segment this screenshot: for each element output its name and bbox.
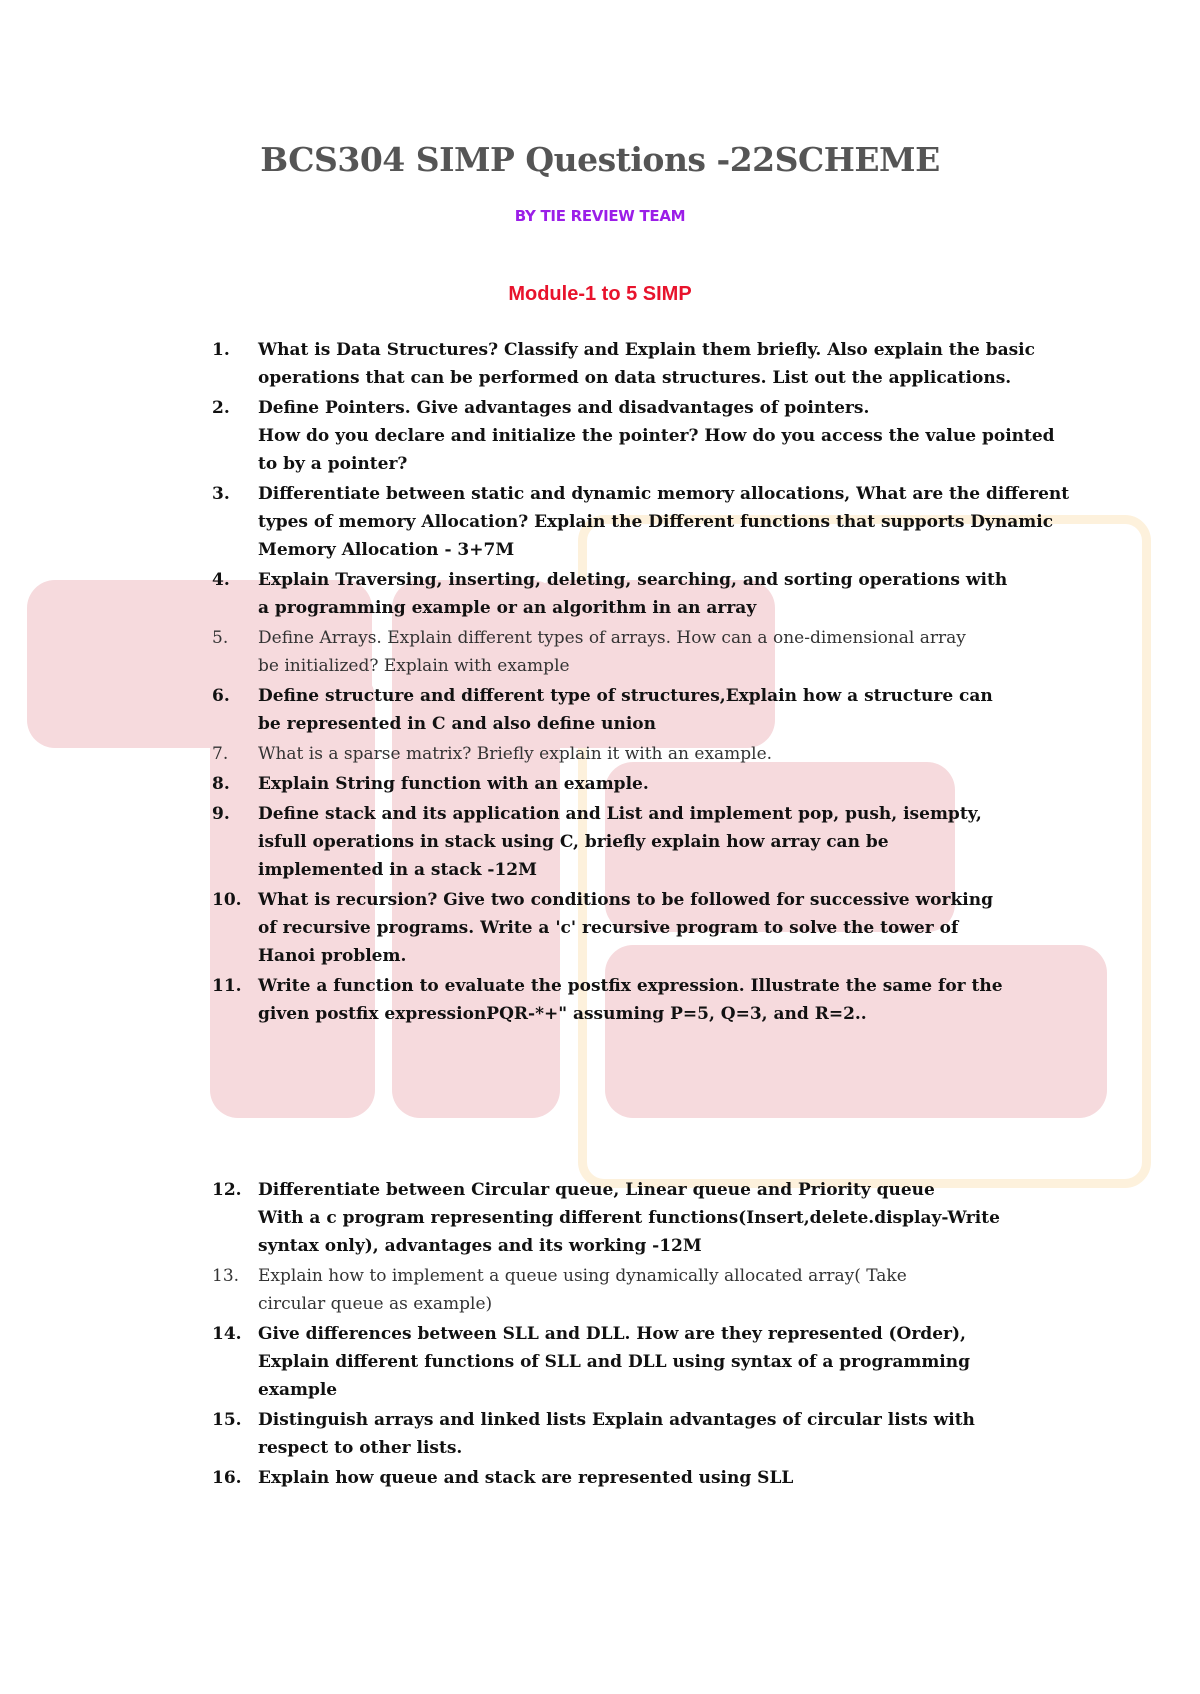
question-text-line: Give differences between SLL and DLL. How are they represented (Order), (258, 1324, 966, 1344)
question-item (0, 394, 1200, 478)
question-number: 13. (212, 1266, 240, 1286)
question-text-line: respect to other lists. (258, 1438, 463, 1458)
document-subtitle: BY TIE REVIEW TEAM (514, 207, 686, 225)
module-heading: Module-1 to 5 SIMP (508, 283, 692, 305)
question-text-line: to by a pointer? (258, 454, 408, 474)
question-list-part-2 (0, 1176, 1200, 1494)
question-item (0, 740, 1200, 768)
question-text-line: What is Data Structures? Classify and Explain them briefly. Also explain the basic (258, 340, 1035, 360)
question-text (258, 886, 1080, 970)
question-text (258, 1262, 1080, 1318)
question-text-line: What is recursion? Give two conditions to be followed for successive working (258, 890, 993, 910)
document-title: BCS304 SIMP Questions -22SCHEME (260, 140, 940, 179)
question-text (258, 1176, 1080, 1260)
question-item (0, 1406, 1200, 1462)
question-item (0, 480, 1200, 564)
question-item (0, 886, 1200, 970)
question-item (0, 1320, 1200, 1404)
question-text-line: a programming example or an algorithm in an array (258, 598, 757, 618)
question-text-line: Distinguish arrays and linked lists Explain advantages of circular lists with (258, 1410, 975, 1430)
question-text-line: Hanoi problem. (258, 946, 407, 966)
question-text-line: circular queue as example) (258, 1294, 493, 1314)
question-text (258, 566, 1080, 622)
question-number: 10. (212, 890, 242, 910)
question-item (0, 566, 1200, 622)
question-number: 15. (212, 1410, 242, 1430)
question-item (0, 1176, 1200, 1260)
question-text-line: operations that can be performed on data structures. List out the applications. (258, 368, 1012, 388)
question-text (258, 682, 1080, 738)
question-number: 5. (212, 628, 229, 648)
question-text (258, 624, 1080, 680)
question-number: 12. (212, 1180, 242, 1200)
question-text (258, 336, 1080, 392)
question-number: 6. (212, 686, 230, 706)
question-text-line: syntax only), advantages and its working -12M (258, 1236, 702, 1256)
question-text-line: Explain String function with an example. (258, 774, 649, 794)
question-text-line: Define stack and its application and List and implement pop, push, isempty, (258, 804, 982, 824)
question-text-line: isfull operations in stack using C, briefly explain how array can be (258, 832, 889, 852)
question-number: 16. (212, 1468, 242, 1488)
question-text-line: Define Pointers. Give advantages and disadvantages of pointers. (258, 398, 870, 418)
question-text (258, 1320, 1080, 1404)
question-text-line: What is a sparse matrix? Briefly explain it with an example. (258, 744, 773, 764)
question-number: 1. (212, 340, 230, 360)
question-text (258, 480, 1080, 564)
question-item (0, 1464, 1200, 1492)
question-number: 8. (212, 774, 230, 794)
question-item (0, 972, 1200, 1028)
question-text (258, 770, 1080, 798)
question-text-line: types of memory Allocation? Explain the Different functions that supports Dynamic (258, 512, 1054, 532)
question-text-line: example (258, 1380, 338, 1400)
question-text-line: Explain how queue and stack are represented using SLL (258, 1468, 794, 1488)
question-text-line: Explain Traversing, inserting, deleting, searching, and sorting operations with (258, 570, 1008, 590)
question-text-line: Explain different functions of SLL and DLL using syntax of a programming (258, 1352, 971, 1372)
question-text-line: Differentiate between Circular queue, Linear queue and Priority queue (258, 1180, 935, 1200)
question-item (0, 682, 1200, 738)
question-number: 2. (212, 398, 230, 418)
question-item (0, 770, 1200, 798)
question-text-line: Memory Allocation - 3+7M (258, 540, 515, 560)
question-text-line: Differentiate between static and dynamic memory allocations, What are the different (258, 484, 1070, 504)
question-text-line: Define Arrays. Explain different types of arrays. How can a one-dimensional array (258, 628, 966, 648)
question-number: 7. (212, 744, 229, 764)
question-text-line: Define structure and different type of structures,Explain how a structure can (258, 686, 993, 706)
question-text-line: implemented in a stack -12M (258, 860, 537, 880)
question-item (0, 624, 1200, 680)
question-number: 9. (212, 804, 230, 824)
question-list-part-1 (0, 336, 1200, 1030)
question-text-line: With a c program representing different functions(Insert,delete.display-Write (258, 1208, 1000, 1228)
question-text-line: given postfix expressionPQR-*+" assuming P=5, Q=3, and R=2.. (258, 1004, 867, 1024)
question-text (258, 1464, 1080, 1492)
question-number: 14. (212, 1324, 242, 1344)
question-text (258, 1406, 1080, 1462)
question-text-line: Explain how to implement a queue using dynamically allocated array( Take (258, 1266, 907, 1286)
question-item (0, 800, 1200, 884)
question-text-line: be represented in C and also define union (258, 714, 656, 734)
question-text-line: How do you declare and initialize the pointer? How do you access the value pointed (258, 426, 1055, 446)
question-number: 3. (212, 484, 230, 504)
question-text (258, 740, 1080, 768)
question-text (258, 972, 1080, 1028)
question-text (258, 394, 1080, 478)
question-text-line: Write a function to evaluate the postfix expression. Illustrate the same for the (258, 976, 1003, 996)
question-item (0, 1262, 1200, 1318)
question-item (0, 336, 1200, 392)
question-text-line: be initialized? Explain with example (258, 656, 570, 676)
question-number: 11. (212, 976, 242, 996)
question-text-line: of recursive programs. Write a 'c' recursive program to solve the tower of (258, 918, 959, 938)
question-number: 4. (212, 570, 230, 590)
question-text (258, 800, 1080, 884)
